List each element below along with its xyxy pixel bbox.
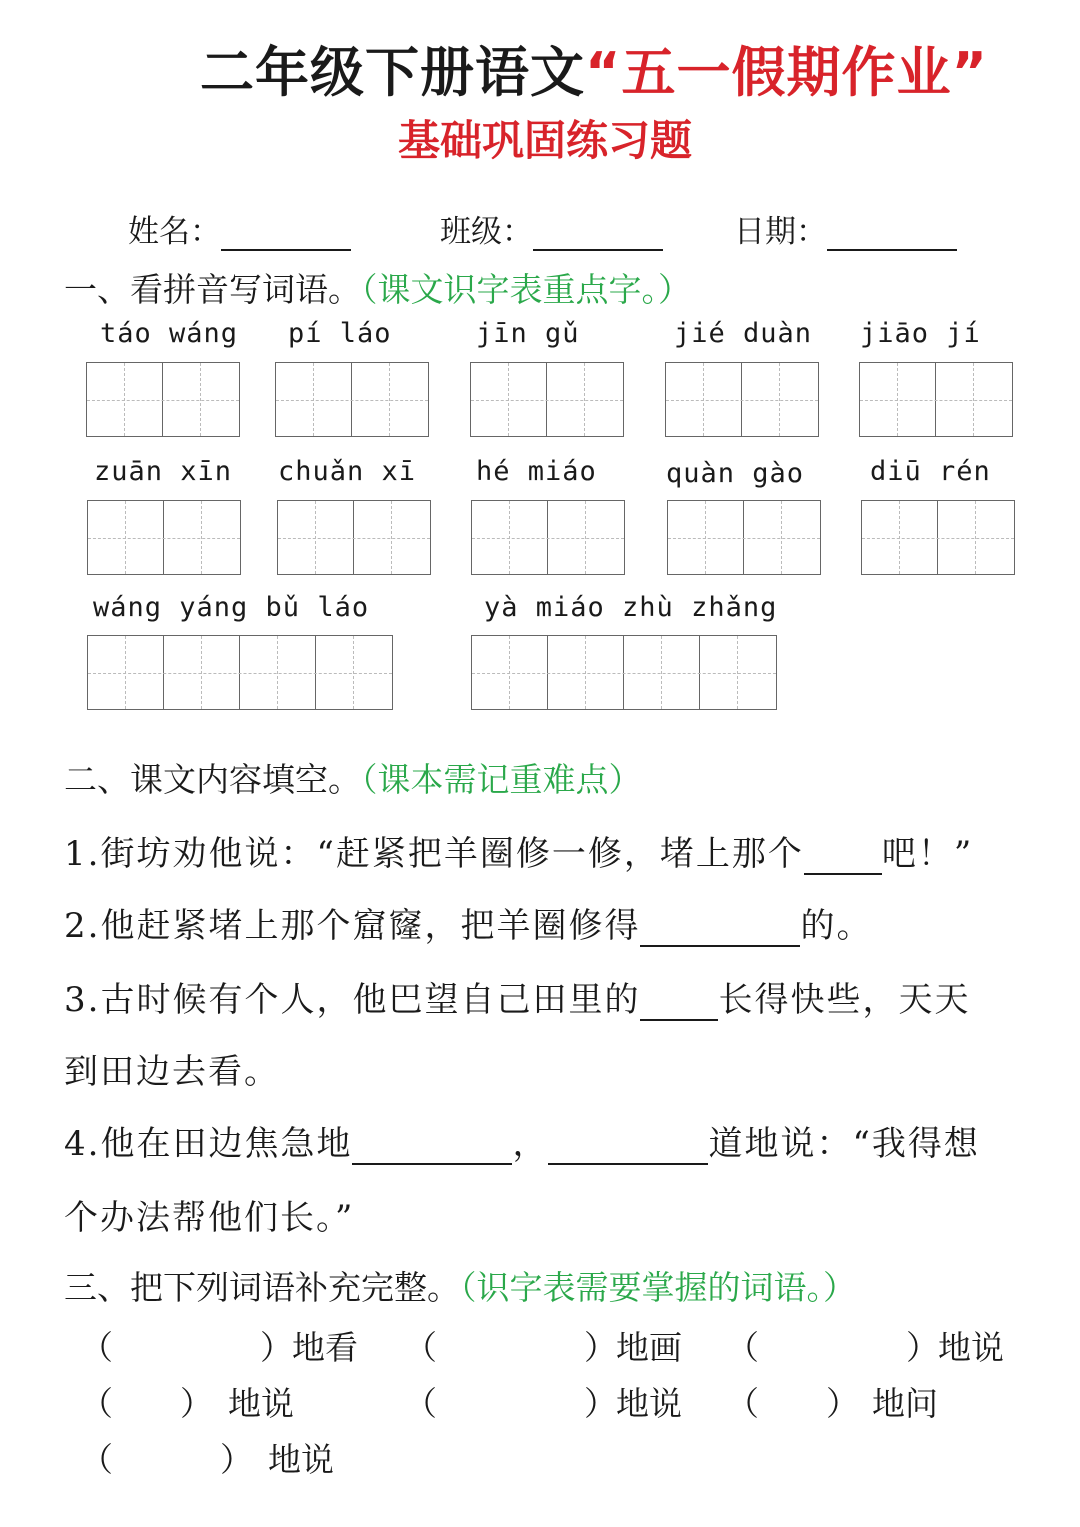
pinyin-label: diū rén (870, 456, 991, 487)
sentence-text: 个办法帮他们长。” (64, 1198, 355, 1238)
pinyin-label: wáng yáng bǔ láo (93, 592, 370, 623)
title-main: 二年级下册语文 (200, 41, 585, 104)
section-2-heading (64, 754, 642, 801)
answer-blank[interactable] (352, 1129, 512, 1165)
writing-grid[interactable] (275, 362, 429, 437)
open-paren: （ (726, 1328, 759, 1367)
writing-grid[interactable] (861, 500, 1015, 575)
word-suffix: 地说 (228, 1384, 294, 1423)
sentence-text: 3.古时候有个人，他巴望自己田里的 (64, 980, 641, 1020)
close-paren: ） (584, 1384, 617, 1423)
close-paren: ） (180, 1384, 213, 1423)
section-2-note: （课本需记重难点） (361, 760, 642, 799)
name-label: 姓名： (128, 214, 221, 250)
word-suffix: 地说 (616, 1384, 682, 1423)
answer-blank[interactable] (640, 985, 718, 1021)
fill-sentence-1 (64, 826, 973, 875)
writing-grid[interactable] (86, 362, 240, 437)
pinyin-label: yà miáo zhù zhǎng (484, 592, 778, 623)
writing-grid[interactable] (87, 500, 241, 575)
class-field[interactable] (440, 206, 663, 251)
word-suffix: 地说 (938, 1328, 1004, 1367)
fill-sentence-4-cont (64, 1190, 354, 1239)
section-3-heading (64, 1262, 856, 1309)
open-paren: （ (80, 1440, 113, 1479)
word-suffix: 地画 (616, 1328, 682, 1367)
writing-grid[interactable] (471, 500, 625, 575)
sentence-text: 到田边去看。 (64, 1052, 280, 1092)
close-paren: ） (220, 1440, 253, 1479)
title-highlight: “五一假期作业” (585, 41, 988, 104)
open-paren: （ (404, 1328, 437, 1367)
fill-sentence-2 (64, 898, 872, 947)
writing-grid[interactable] (471, 635, 777, 710)
open-paren: （ (80, 1384, 113, 1423)
word-completion-item[interactable] (726, 1322, 1026, 1366)
writing-grid[interactable] (667, 500, 821, 575)
pinyin-label: jiāo jí (860, 318, 981, 349)
open-paren: （ (726, 1384, 759, 1423)
sentence-text: ， (512, 1124, 549, 1164)
sentence-text: 2.他赶紧堵上那个窟窿，把羊圈修得 (64, 906, 641, 946)
word-completion-item[interactable] (404, 1378, 704, 1422)
word-completion-item[interactable] (80, 1322, 380, 1366)
fill-sentence-3-cont (64, 1044, 280, 1093)
sentence-text: 4.他在田边焦急地 (64, 1124, 353, 1164)
writing-grid[interactable] (277, 500, 431, 575)
close-paren: ） (584, 1328, 617, 1367)
sentence-text: 的。 (800, 906, 873, 946)
writing-grid[interactable] (470, 362, 624, 437)
writing-grid[interactable] (87, 635, 393, 710)
section-1-title: 一、看拼音写词语。 (64, 270, 361, 309)
word-suffix: 地问 (872, 1384, 938, 1423)
writing-grid[interactable] (859, 362, 1013, 437)
section-3-title: 三、把下列词语补充完整。 (64, 1268, 460, 1307)
sentence-text: 道地说：“我得想 (708, 1124, 980, 1164)
sentence-text: 吧！” (881, 834, 974, 874)
name-field[interactable] (128, 206, 351, 251)
section-3-note: （识字表需要掌握的词语。） (460, 1268, 856, 1307)
close-paren: ） (826, 1384, 859, 1423)
section-1-heading (64, 264, 691, 311)
pinyin-label: chuǎn xī (278, 456, 417, 487)
open-paren: （ (404, 1384, 437, 1423)
date-blank[interactable] (827, 219, 957, 251)
word-completion-item[interactable] (726, 1378, 1026, 1422)
fill-sentence-3 (64, 972, 970, 1021)
fill-sentence-4 (64, 1116, 980, 1165)
page-title (200, 30, 1000, 107)
section-2-title: 二、课文内容填空。 (64, 760, 361, 799)
sentence-text: 长得快些，天天 (718, 980, 971, 1020)
date-label: 日期： (734, 214, 827, 250)
word-suffix: 地看 (292, 1328, 358, 1367)
word-completion-item[interactable] (80, 1378, 380, 1422)
class-blank[interactable] (533, 219, 663, 251)
word-suffix: 地说 (268, 1440, 334, 1479)
writing-grid[interactable] (665, 362, 819, 437)
page-subtitle: 基础巩固练习题 (397, 116, 692, 165)
date-field[interactable] (734, 206, 957, 251)
pinyin-label: hé miáo (476, 456, 597, 487)
pinyin-label: quàn gào (666, 458, 805, 489)
close-paren: ） (260, 1328, 293, 1367)
open-paren: （ (80, 1328, 113, 1367)
class-label: 班级： (440, 214, 533, 250)
close-paren: ） (906, 1328, 939, 1367)
sentence-text: 1.街坊劝他说：“赶紧把羊圈修一修，堵上那个 (64, 834, 804, 874)
pinyin-label: jié duàn (674, 318, 813, 349)
word-completion-item[interactable] (404, 1322, 704, 1366)
pinyin-label: pí láo (288, 318, 392, 349)
section-1-note: （课文识字表重点字。） (361, 270, 691, 309)
pinyin-label: zuān xīn (94, 456, 233, 487)
pinyin-label: jīn gǔ (476, 318, 580, 349)
pinyin-label: táo wáng (100, 318, 239, 349)
answer-blank[interactable] (804, 839, 882, 875)
answer-blank[interactable] (640, 911, 800, 947)
answer-blank[interactable] (548, 1129, 708, 1165)
name-blank[interactable] (221, 219, 351, 251)
word-completion-item[interactable] (80, 1434, 380, 1478)
